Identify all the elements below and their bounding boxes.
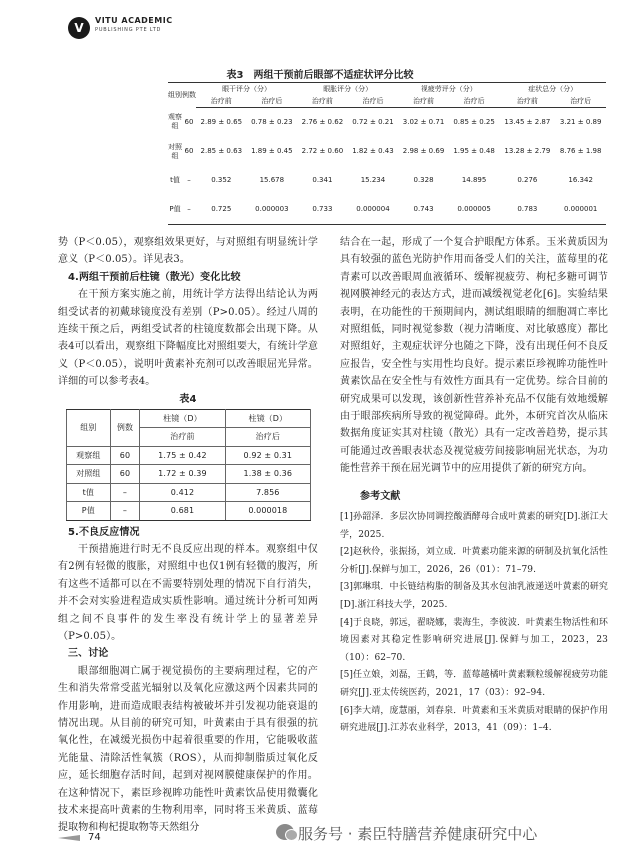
table3-cell: 13.45 ± 2.87: [504, 118, 551, 126]
table3-cell: 3.02 ± 0.71: [402, 118, 445, 126]
page-number: 74: [88, 832, 101, 843]
table3-cell: 0.000004: [348, 195, 399, 225]
table3-header-n: 例数: [182, 83, 196, 108]
table4-cell: 1.38 ± 0.36: [225, 465, 310, 483]
table3-cell: 2.89 ± 0.65: [200, 118, 243, 126]
table3-cell: 观察组: [168, 113, 182, 131]
table3-header-eye-dry: 眼干评分（分）: [196, 83, 297, 96]
table4-cell: 0.681: [140, 502, 225, 520]
table4-cell: 0.92 ± 0.31: [225, 446, 310, 464]
table-row: [67, 446, 311, 464]
table3-cell: 0.000005: [449, 195, 500, 225]
table3-header-total: 症状总分（分）: [499, 83, 606, 96]
right-column: [340, 234, 608, 738]
table-row: [168, 166, 606, 195]
reference-item: [4]于良晓，郭远，翟晓娜，裴海生，李彼波．叶黄素生物活性和环境因素对其稳定性影响研究进展[J].保鲜与加工，2023，23（10）：62–70.: [340, 617, 608, 663]
table-row: [67, 502, 311, 520]
table4-cell: 0.412: [140, 483, 225, 501]
table3-cell: 1.89 ± 0.45: [251, 147, 293, 155]
table3-cell: 3.21 ± 0.89: [559, 118, 602, 126]
table3-sub-before: 治疗前: [196, 95, 247, 108]
table4-cell: –: [110, 483, 140, 501]
table3-cell: 对照组: [168, 142, 182, 160]
left-column: [58, 234, 318, 837]
table4-header-group: 组别: [67, 410, 111, 447]
table3-cell: 1.95 ± 0.48: [453, 147, 495, 155]
table3-header-fatigue: 视疲劳评分（分）: [398, 83, 499, 96]
table4-cell: P值: [67, 502, 111, 520]
table3-cell: 0.352: [211, 176, 232, 184]
table3-cell: 2.85 ± 0.63: [200, 147, 243, 155]
table4-header-col2: 柱镜（D）: [225, 410, 310, 428]
table3-header-group: 组别: [168, 83, 182, 108]
table3-cell: 0.328: [413, 176, 434, 184]
table-row: [168, 195, 606, 225]
section-heading: 三、讨论: [68, 648, 109, 660]
table-row: [67, 483, 311, 501]
table4-cell: 7.856: [225, 483, 310, 501]
table3-cell: 2.72 ± 0.60: [301, 147, 344, 155]
table-row: [67, 465, 311, 483]
table3-cell: 8.76 ± 1.98: [559, 147, 602, 155]
table3-cell: –: [187, 176, 191, 184]
reference-item: [1]孙韶泽．多层次协同调控酸酒酵母合成叶黄素的研究[D].浙江大学，2025.: [340, 512, 608, 540]
table3-cell: 0.72 ± 0.21: [352, 118, 394, 126]
paragraph: 眼部细胞凋亡属于视觉损伤的主要病理过程，它的产生和消失常常受蓝光辐射以及氧化应激这两个因素共同的作用影响，进而造成眼表结构被破坏并引发视功能衰退的情况出现。从目前的研究可知，叶黄素由于具有很强的抗氧化性，在减缓光损伤中起着很重要的作用，它能吸收蓝光能量、清除活性氧簇（ROS），从而抑制脂质过氧化反应，延长细胞存活时间，起到对视网膜健康保护的作用。在这种情况下，素臣珍视眸功能性叶黄素饮品使用微囊化技术来提高叶黄素的生物利用率，同时将玉米黄质、蓝莓提取物和枸杞提取物等天然组分: [58, 665, 318, 834]
table4-header-n: 例数: [110, 410, 140, 447]
table3-cell: 1.82 ± 0.43: [352, 147, 394, 155]
reference-item: [5]任立娘，刘磊，王鹤，等．蓝莓越橘叶黄素颗粒缓解视疲劳功能研究[J].亚太传统医药，2021，17（03）：92–94.: [340, 670, 608, 699]
table4-header-col1: 柱镜（D）: [140, 410, 225, 428]
table3-sub-after: 治疗后: [348, 95, 399, 108]
table3-cell: 0.783: [499, 195, 555, 225]
watermark: 服务号 · 素臣特膳营养健康研究中心: [298, 825, 538, 843]
table3-cell: 0.276: [517, 176, 538, 184]
section-heading: 5.不良反应情况: [68, 526, 140, 538]
paragraph: 势（P＜0.05），观察组效果更好，与对照组有明显统计学意义（P＜0.05）。详见表3。: [58, 237, 318, 266]
table3-cell: 0.000003: [247, 195, 298, 225]
table3-cell: 0.78 ± 0.23: [251, 118, 293, 126]
publisher-subtitle: PUBLISHING PTE LTD: [95, 27, 162, 33]
table3-cell: 2.76 ± 0.62: [301, 118, 344, 126]
table3-cell: 0.725: [196, 195, 247, 225]
reference-item: [2]赵秋伶，张振扬，刘立成．叶黄素功能来源的研制及抗氧化活性分析[J].保鲜与加工，2026，26（01）：71–79.: [340, 547, 608, 575]
table3-sub-before: 治疗前: [499, 95, 555, 108]
table3-cell: 15.678: [259, 176, 285, 184]
table3-cell: t值: [170, 176, 180, 184]
publisher-logo: V: [68, 17, 90, 39]
table3-sub-before: 治疗前: [398, 95, 449, 108]
table3-sub-after: 治疗后: [555, 95, 606, 108]
paragraph: 结合在一起，形成了一个复合护眼配方体系。玉米黄质因为具有较强的蓝色光防护作用而备受人们的关注，蓝莓里的花青素可以改善眼周血液循环、缓解视疲劳、枸杞多糖可调节视网膜神经元的表达方式，进而减缓视觉老化[6]。实验结果表明，在功能性的干预期间内，测试组眼睛的细胞凋亡率比对照组低，同时视觉参数（视力清晰度、对比敏感度）都比对照组好，主观症状评分也随之下降，没有出现任何不良反应报告，安全性与实用性均良好。提示素臣珍视眸功能性叶黄素饮品在安全性与有效性方面具有一定优势。综合目前的研究成果可以发现，该创新性营养补充品不仅能有效地缓解由于眼部疾病所导致的视觉障碍。此外，本研究首次从临床数据角度证实其对柱镜（散光）具有一定改善趋势，提示其可能通过改善眼表状态及视觉疲劳间接影响屈光状态，为功能性营养干预在屈光调节中的应用提供了新的研究方向。: [340, 237, 608, 475]
table3-cell: 14.895: [461, 176, 487, 184]
table4-cell: 60: [110, 446, 140, 464]
table3-cell: 2.98 ± 0.69: [402, 147, 445, 155]
table3-cell: 0.743: [398, 195, 449, 225]
table4-sub-after: 治疗后: [225, 428, 310, 446]
table4-cell: 1.75 ± 0.42: [140, 446, 225, 464]
table4-title: 表4: [179, 393, 197, 405]
table4-cell: 观察组: [67, 446, 111, 464]
table3-title: 表3 两组干预前后眼部不适症状评分比较: [226, 70, 414, 81]
reference-item: [6]李大靖，庞慧丽，刘春泉．叶黄素和玉米黄质对眼睛的保护作用研究进展[J].江苏农业科学，2013，41（09）：1–4.: [340, 705, 608, 734]
table3-cell: 0.341: [312, 176, 333, 184]
table3-cell: 15.234: [360, 176, 386, 184]
table4-sub-before: 治疗前: [140, 428, 225, 446]
table3-cell: 60: [184, 147, 194, 155]
references-title: 参考文献: [360, 490, 401, 502]
table3-cell: 16.342: [568, 176, 593, 184]
table3-cell: 13.28 ± 2.79: [504, 147, 551, 155]
table-row: [168, 137, 606, 166]
table-row: [168, 108, 606, 138]
publisher-name: VITU ACADEMIC: [95, 16, 173, 25]
table4-cell: 对照组: [67, 465, 111, 483]
table3-cell: 0.733: [297, 195, 348, 225]
table4-cell: 60: [110, 465, 140, 483]
table3-sub-after: 治疗后: [449, 95, 500, 108]
section-heading: 4.两组干预前后柱镜（散光）变化比较: [68, 271, 241, 283]
table3-cell: 0.000001: [555, 195, 606, 225]
table3: [168, 82, 606, 225]
table3-cell: –: [182, 195, 196, 225]
table3-sub-before: 治疗前: [297, 95, 348, 108]
table3-header-eye-pain: 眼胀评分（分）: [297, 83, 398, 96]
paragraph: 干预措施进行时无不良反应出现的样本。观察组中仅有2例有轻微的腹胀，对照组中也仅1例有轻微的腹泻，所有这些不适都可以在不需要特别处理的情况下自行消失，并不会对实验进程造成实质性影响。通过统计分析可知两组之间不良事件的发生率没有统计学上的显著差异（P>0.05）。: [58, 543, 318, 642]
table4-cell: 0.000018: [225, 502, 310, 520]
table3-cell: 0.85 ± 0.25: [453, 118, 495, 126]
reference-item: [3]郭琳琪．中长链结构脂的制备及其水包油乳液递送叶黄素的研究[D].浙江科技大学，2025.: [340, 582, 608, 611]
table3-cell: 60: [184, 117, 194, 126]
table3-cell: P值: [168, 195, 182, 225]
table4-cell: t值: [67, 483, 111, 501]
table4: [66, 409, 311, 520]
wechat-icon: [276, 824, 294, 840]
table3-sub-after: 治疗后: [247, 95, 298, 108]
table4-cell: –: [110, 502, 140, 520]
paragraph: 在干预方案实施之前，用统计学方法得出结论认为两组受试者的初戴球镜度没有差别（P>0.05）。经过八周的连续干预之后，两组受试者的柱镜度数都会出现下降。从表4可以看出，观察组下降幅度比对照组要大，有统计学意义（P＜0.05），说明叶黄素补充剂可以改善眼屈光异常。详细的可以参考表4。: [58, 289, 318, 388]
table4-cell: 1.72 ± 0.39: [140, 465, 225, 483]
